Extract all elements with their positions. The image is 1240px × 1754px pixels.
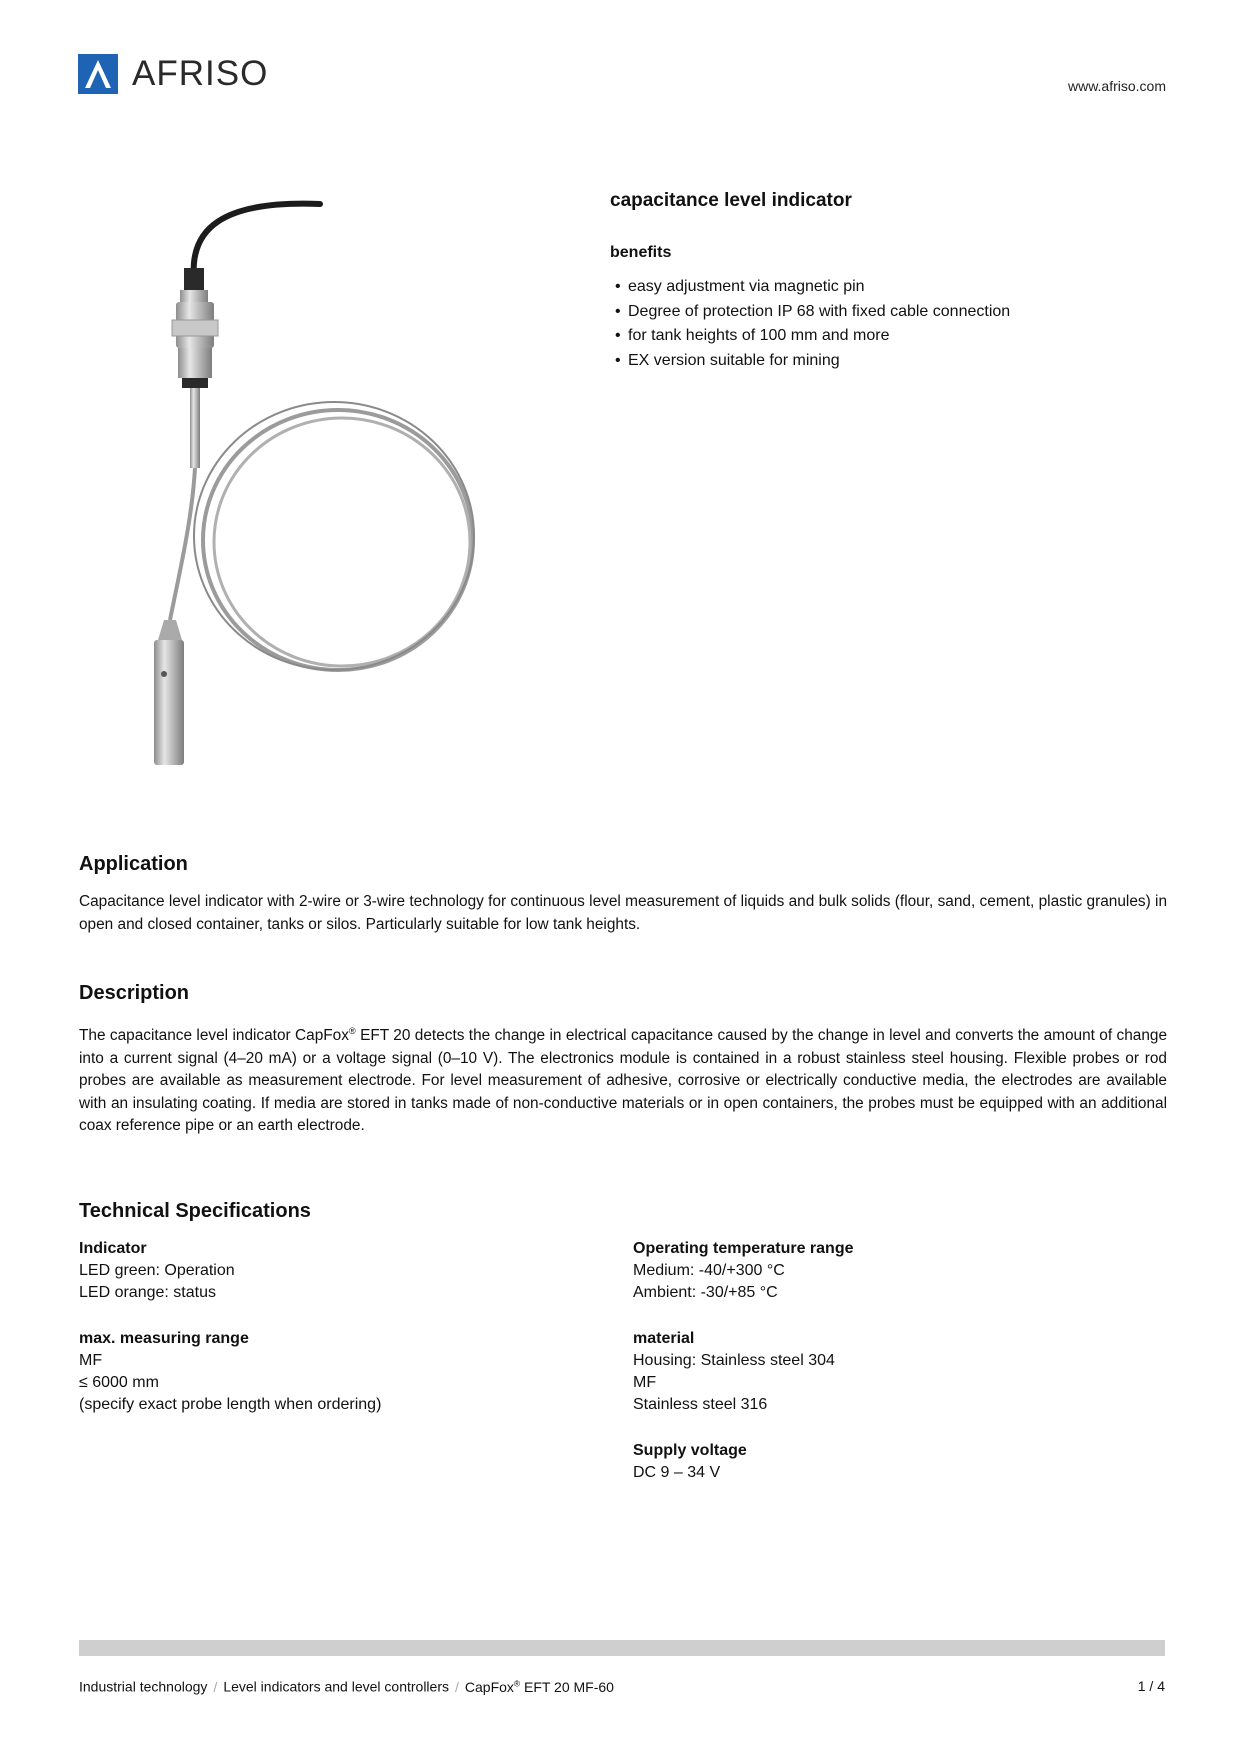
spec-line: (specify exact probe length when ordering) [79,1396,382,1413]
list-item: • for tank heights of 100 mm and more [610,324,1010,349]
application-heading: Application [79,853,188,875]
spec-group-indicator [79,1238,559,1304]
spec-group-material [633,1328,1133,1416]
breadcrumb-item-level-indicators[interactable]: Level indicators and level controllers [223,1678,449,1695]
spec-group-temperature [633,1238,1133,1304]
spec-group-supply-voltage [633,1440,1133,1484]
description-text [79,1020,1167,1138]
spec-title: Supply voltage [633,1442,747,1459]
spec-title: material [633,1330,695,1347]
application-text: Capacitance level indicator with 2-wire or 3-wire technology for continuous level measurement of liquids and bulk solids (flour, sand, cement, plastic granules) in open and closed container, tanks or silos. Particularly suitable for low tank heights. [79,893,1167,933]
benefits-list [610,275,1010,373]
breadcrumb-item-industrial-technology[interactable]: Industrial technology [79,1678,208,1695]
registered-mark: ® [513,1678,521,1688]
spec-title: Operating temperature range [633,1240,854,1257]
spec-line: ≤ 6000 mm [79,1374,159,1391]
spec-line: Ambient: -30/+85 °C [633,1284,778,1301]
spec-line: MF [633,1374,657,1391]
spec-column-left [79,1238,559,1440]
benefits-heading: benefits [610,244,672,261]
spec-title: Indicator [79,1240,147,1257]
spec-line: DC 9 – 34 V [633,1464,721,1481]
website-url: www.afriso.com [1067,78,1166,94]
registered-mark: ® [348,1026,356,1036]
spec-column-right [633,1238,1133,1508]
product-title: capacitance level indicator [610,190,852,211]
afriso-logo [78,54,268,94]
spec-line: Medium: -40/+300 °C [633,1262,785,1279]
page-number: 1 / 4 [1137,1678,1165,1694]
list-item: • Degree of protection IP 68 with fixed cable connection [610,300,1010,325]
breadcrumb-product-model: EFT 20 MF-60 [520,1678,614,1695]
description-text-part: EFT 20 detects the change in electrical capacitance caused by the change in level and converts the amount of change into a current signal (4–20 mA) or a voltage signal (0–10 V). The electronics module is contained in a robust stainless steel housing. Flexible probes or rod probes are available as measurement electrode. For level measurement of adhesive, corrosive or electrically conductive media, the electrodes are available with an insulating coating. If media are stored in tanks made of non-conductive materials or in open containers, the probes must be equipped with an additional coax reference pipe or an earth electrode. [79,1027,1167,1135]
list-item: • easy adjustment via magnetic pin [610,275,1010,300]
description-heading: Description [79,982,190,1004]
breadcrumb-separator: / [455,1678,459,1695]
spec-line: MF [79,1352,103,1369]
description-text-part: The capacitance level indicator CapFox [79,1027,349,1045]
spec-line: Housing: Stainless steel 304 [633,1352,835,1369]
footer-bar [79,1640,1165,1656]
breadcrumb [79,1678,614,1695]
spec-title: max. measuring range [79,1330,249,1347]
technical-specifications-heading: Technical Specifications [79,1200,311,1222]
breadcrumb-separator: / [213,1678,218,1695]
logo-text: AFRISO [132,54,269,93]
spec-line: Stainless steel 316 [633,1396,768,1413]
breadcrumb-item-product[interactable] [465,1679,614,1695]
spec-line: LED orange: status [79,1284,216,1301]
spec-line: LED green: Operation [79,1262,235,1279]
product-image [120,190,520,790]
list-item: • EX version suitable for mining [610,349,1010,374]
breadcrumb-product-name: CapFox [464,1678,514,1695]
afriso-logo-mark-icon [78,54,118,94]
spec-group-measuring-range [79,1328,559,1416]
